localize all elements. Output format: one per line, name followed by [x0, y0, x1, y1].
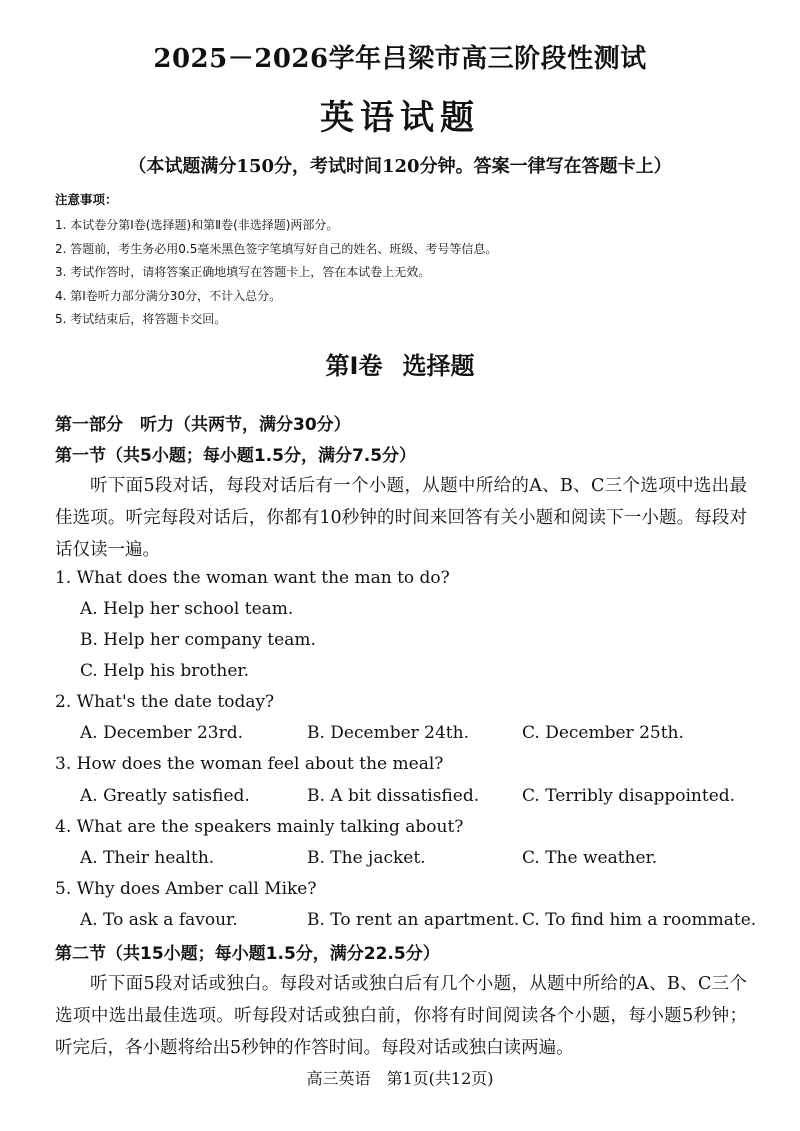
notice-block — [55, 190, 755, 332]
option-a: A. Greatly satisfied. — [80, 786, 250, 806]
notice-item: 5. 考试结束后，将答题卡交回。 — [55, 312, 227, 326]
notice-item: 1. 本试卷分第Ⅰ卷(选择题)和第Ⅱ卷(非选择题)两部分。 — [55, 218, 339, 232]
option-a: A. Their health. — [80, 848, 215, 868]
option-c: C. Help his brother. — [80, 661, 250, 681]
section2-instruction: 听下面5段对话或独白。每段对话或独白后有几个小题，从题中所给的A、B、C三个选项中选出最佳选项。听每段对话或独白前，你将有时间阅读各个小题，每小题5秒钟；听完后，各小题将给出5秒钟的作答时间。每段对话或独白读两遍。 — [55, 974, 747, 1058]
option-b: B. December 24th. — [307, 723, 469, 743]
option-c: C. The weather. — [522, 848, 658, 868]
page-footer: 高三英语 第1页(共12页) — [306, 1069, 494, 1088]
question-stem: 5. Why does Amber call Mike? — [55, 879, 317, 899]
volume-title — [0, 346, 800, 381]
section2-heading: 第二节（共15小题；每小题1.5分，满分22.5分） — [55, 944, 440, 964]
option-c: C. Terribly disappointed. — [522, 786, 736, 806]
question-stem: 2. What's the date today? — [55, 692, 275, 712]
option-c: C. To find him a roommate. — [522, 910, 757, 930]
option-b: B. A bit dissatisfied. — [307, 786, 480, 806]
question-stem: 4. What are the speakers mainly talking about? — [55, 817, 464, 837]
option-b: B. Help her company team. — [80, 630, 316, 650]
section1-instruction: 听下面5段对话，每段对话后有一个小题，从题中所给的A、B、C三个选项中选出最佳选项。听完每段对话后，你都有10秒钟的时间来回答有关小题和阅读下一小题。每段对话仅读一遍。 — [55, 476, 747, 560]
subject-title: 英语试题 — [320, 98, 480, 138]
volume-name: 选择题 — [402, 352, 475, 380]
option-b: B. The jacket. — [307, 848, 426, 868]
part1-heading: 第一部分 听力（共两节，满分30分） — [55, 415, 351, 435]
option-a: A. Help her school team. — [80, 599, 294, 619]
exam-info: （本试题满分150分，考试时间120分钟。答案一律写在答题卡上） — [128, 156, 672, 177]
notice-item: 2. 答题前，考生务必用0.5毫米黑色签字笔填写好自己的姓名、班级、考号等信息。 — [55, 241, 498, 256]
question-stem: 1. What does the woman want the man to do? — [55, 568, 450, 588]
notice-title: 注意事项： — [55, 192, 118, 207]
question-stem: 3. How does the woman feel about the meal? — [55, 754, 444, 774]
notice-item: 4. 第Ⅰ卷听力部分满分30分，不计入总分。 — [55, 288, 282, 303]
section1-heading: 第一节（共5小题；每小题1.5分，满分7.5分） — [55, 446, 417, 466]
volume-label: 第Ⅰ卷 — [325, 352, 383, 380]
option-c: C. December 25th. — [522, 723, 684, 743]
exam-title: 2025－2026学年吕梁市高三阶段性测试 — [153, 44, 647, 74]
option-b: B. To rent an apartment. — [307, 910, 520, 930]
option-a: A. December 23rd. — [80, 723, 243, 743]
notice-item: 3. 考试作答时，请将答案正确地填写在答题卡上，答在本试卷上无效。 — [55, 265, 431, 279]
option-a: A. To ask a favour. — [80, 910, 238, 930]
